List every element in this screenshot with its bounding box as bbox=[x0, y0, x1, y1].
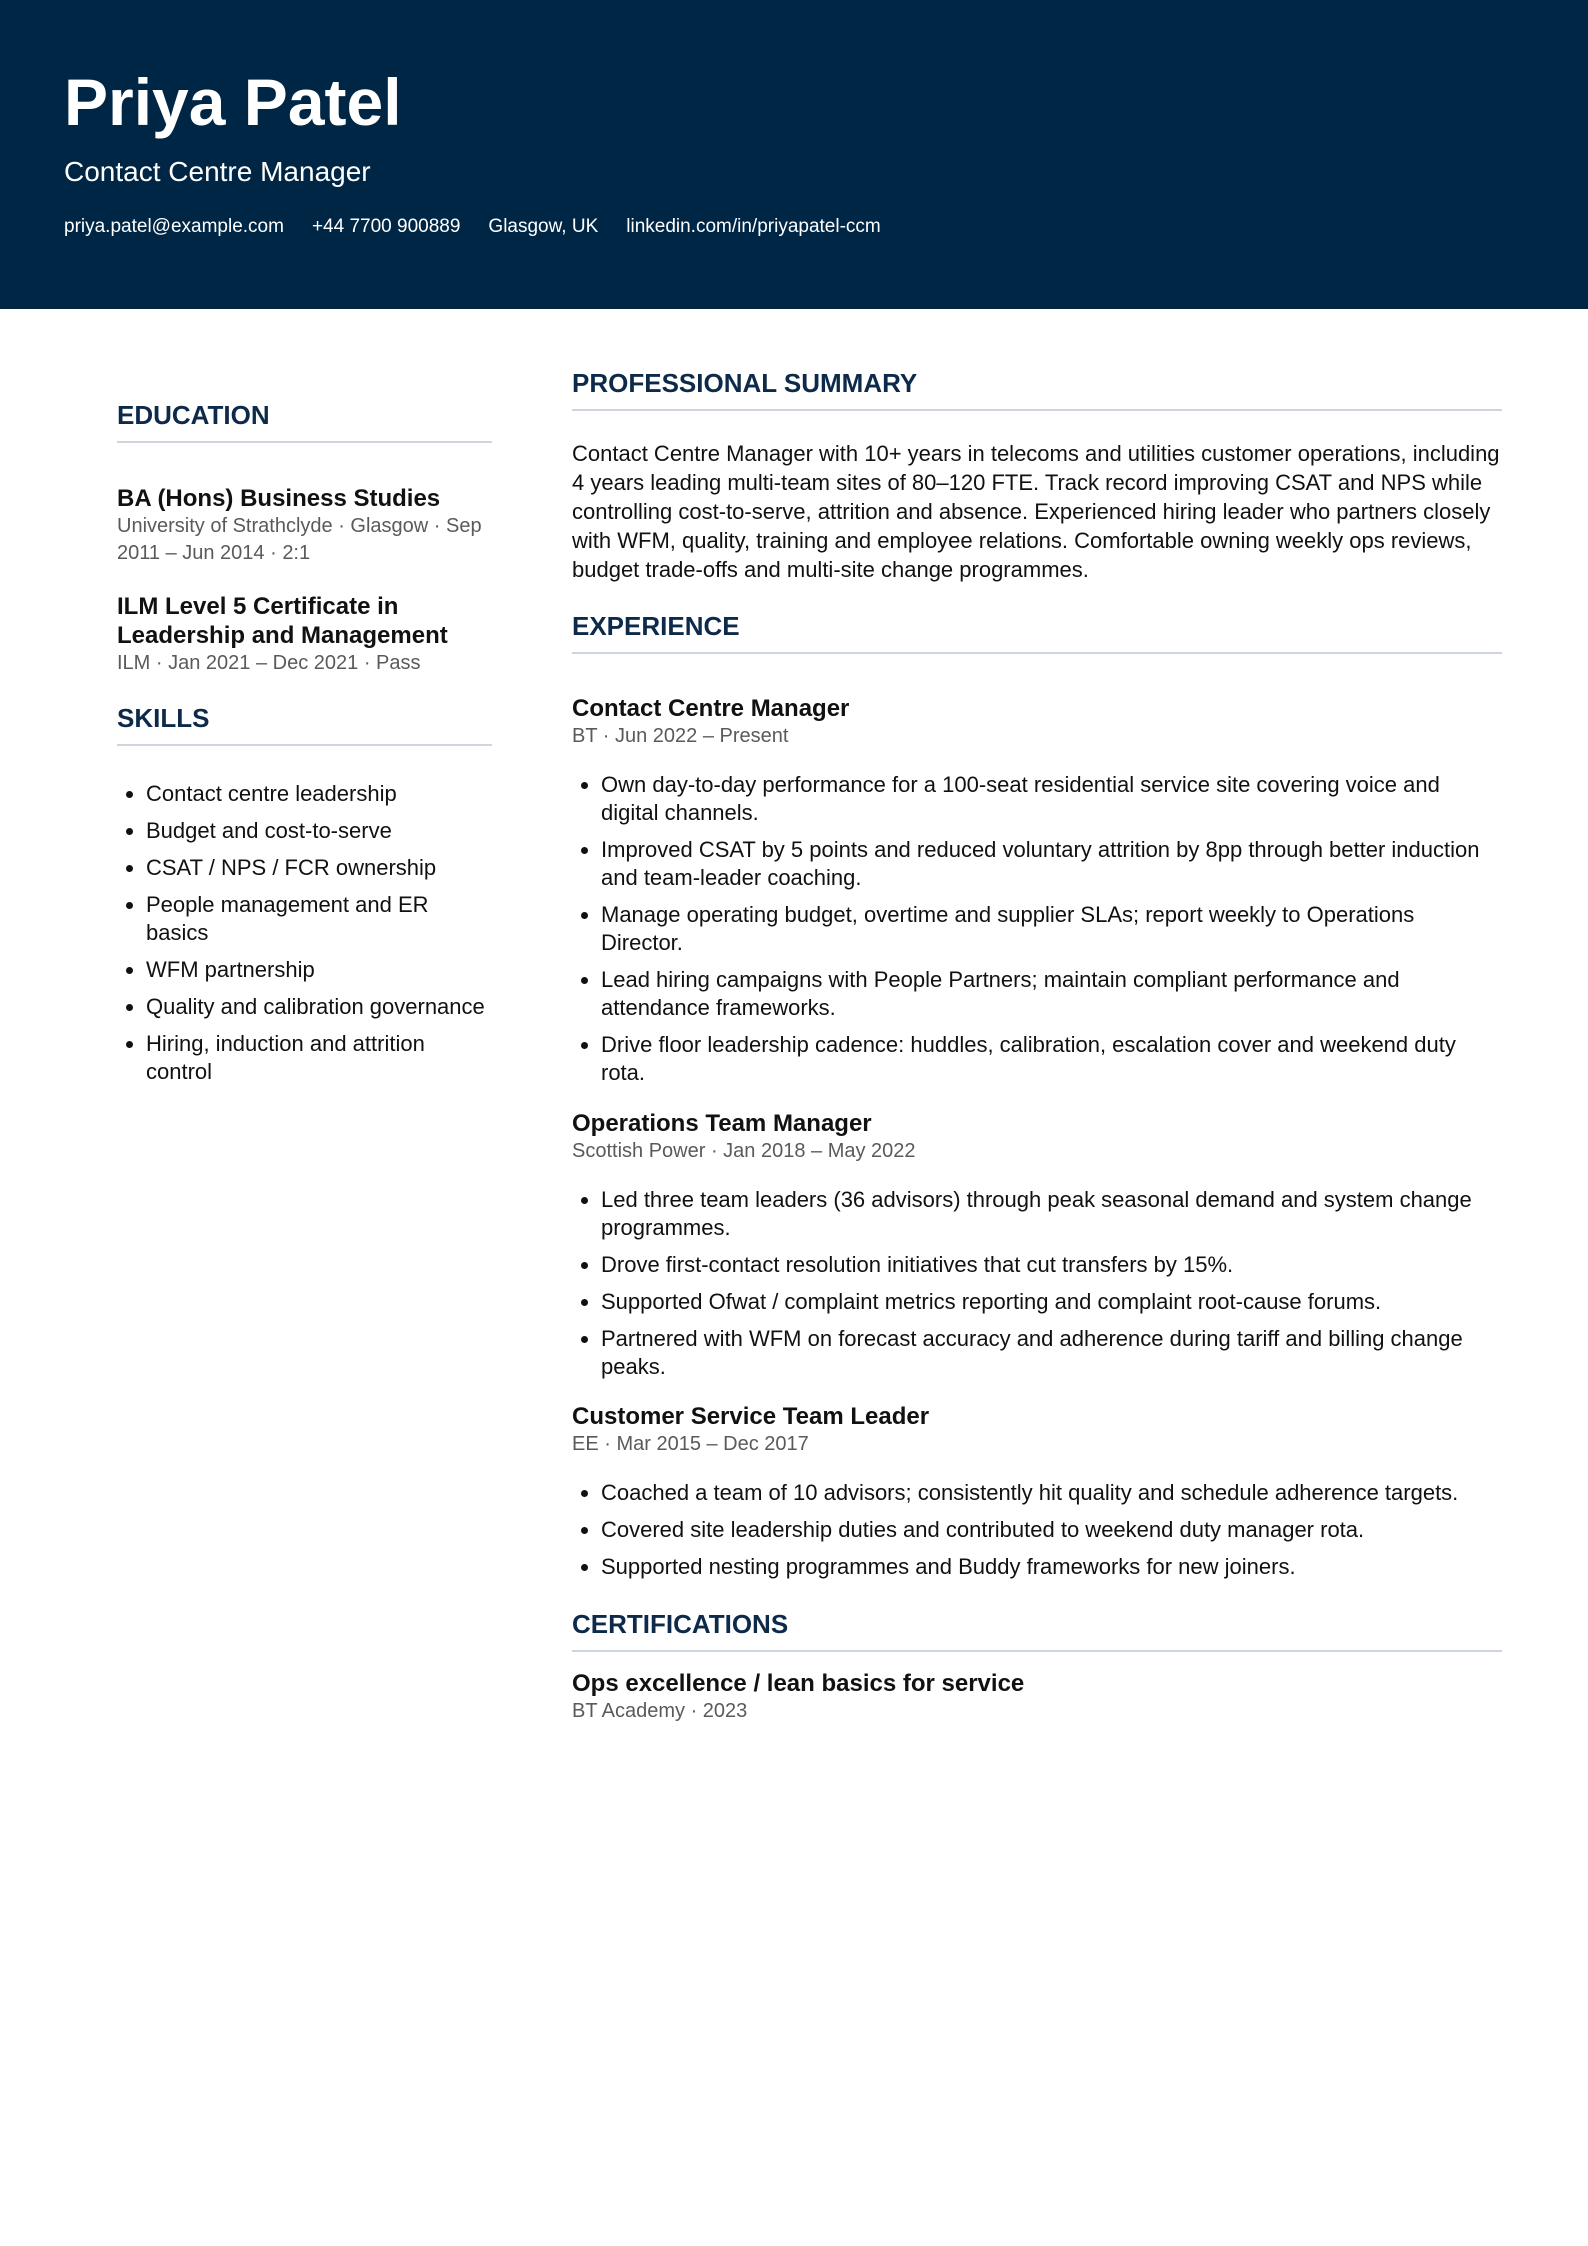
skill-item: • WFM partnership bbox=[146, 956, 492, 984]
job-bullet: • Lead hiring campaigns with People Partners; maintain compliant performance and attendance frameworks. bbox=[601, 966, 1502, 1022]
summary-heading: PROFESSIONAL SUMMARY bbox=[572, 368, 918, 398]
skills-divider bbox=[117, 744, 492, 746]
job-entry bbox=[572, 1109, 1502, 1390]
contact-line bbox=[64, 214, 881, 240]
candidate-title: Contact Centre Manager bbox=[64, 156, 371, 187]
job-bullet: • Drive floor leadership cadence: huddles, calibration, escalation cover and weekend duty rota. bbox=[601, 1031, 1502, 1087]
experience-divider bbox=[572, 652, 1502, 654]
job-bullet: • Led three team leaders (36 advisors) through peak seasonal demand and system change programmes. bbox=[601, 1186, 1502, 1242]
job-bullet: • Improved CSAT by 5 points and reduced voluntary attrition by 8pp through better induction and team-leader coaching. bbox=[601, 836, 1502, 892]
education-item bbox=[117, 484, 492, 567]
job-entry bbox=[572, 1402, 1502, 1590]
summary-divider bbox=[572, 409, 1502, 411]
job-bullet: • Manage operating budget, overtime and supplier SLAs; report weekly to Operations Director. bbox=[601, 901, 1502, 957]
job-bullet: • Supported Ofwat / complaint metrics reporting and complaint root-cause forums. bbox=[601, 1288, 1502, 1316]
job-title: Contact Centre Manager bbox=[572, 695, 850, 722]
education-meta: University of Strathclyde · Glasgow · Sep 2011 – Jun 2014 · 2:1 bbox=[117, 515, 482, 564]
education-divider bbox=[117, 441, 492, 443]
education-degree: ILM Level 5 Certificate in Leadership and Management bbox=[117, 593, 448, 649]
skill-item: • Contact centre leadership bbox=[146, 780, 492, 808]
skill-item: • Quality and calibration governance bbox=[146, 993, 492, 1021]
contact-phone[interactable]: +44 7700 900889 bbox=[311, 216, 461, 237]
job-bullets bbox=[572, 771, 1502, 1087]
certifications-divider bbox=[572, 1650, 1502, 1652]
job-bullet: • Supported nesting programmes and Buddy frameworks for new joiners. bbox=[601, 1553, 1502, 1581]
certification-item bbox=[572, 1669, 1502, 1725]
education-meta: ILM · Jan 2021 – Dec 2021 · Pass bbox=[117, 652, 421, 674]
contact-linkedin[interactable]: linkedin.com/in/priyapatel-ccm bbox=[626, 216, 881, 237]
contact-location: Glasgow, UK bbox=[488, 216, 599, 237]
job-bullet: • Own day-to-day performance for a 100-seat residential service site covering voice and digital channels. bbox=[601, 771, 1502, 827]
education-heading: EDUCATION bbox=[117, 400, 270, 430]
candidate-name: Priya Patel bbox=[64, 65, 402, 139]
resume-header bbox=[0, 0, 1588, 309]
skill-item: • CSAT / NPS / FCR ownership bbox=[146, 854, 492, 882]
certification-meta: BT Academy · 2023 bbox=[572, 1700, 748, 1722]
skills-list bbox=[117, 780, 492, 1095]
job-meta: EE · Mar 2015 – Dec 2017 bbox=[572, 1433, 809, 1455]
job-title: Customer Service Team Leader bbox=[572, 1403, 930, 1430]
education-degree: BA (Hons) Business Studies bbox=[117, 485, 441, 512]
job-bullet: • Covered site leadership duties and contributed to weekend duty manager rota. bbox=[601, 1516, 1502, 1544]
job-bullets bbox=[572, 1479, 1502, 1581]
job-bullets bbox=[572, 1186, 1502, 1381]
job-meta: Scottish Power · Jan 2018 – May 2022 bbox=[572, 1140, 916, 1162]
job-bullet: • Partnered with WFM on forecast accuracy and adherence during tariff and billing change peaks. bbox=[601, 1325, 1502, 1381]
job-title: Operations Team Manager bbox=[572, 1110, 872, 1137]
job-bullet: • Coached a team of 10 advisors; consistently hit quality and schedule adherence targets. bbox=[601, 1479, 1502, 1507]
skills-heading: SKILLS bbox=[117, 703, 210, 733]
certification-title: Ops excellence / lean basics for service bbox=[572, 1670, 1025, 1697]
contact-email[interactable]: priya.patel@example.com bbox=[64, 216, 284, 237]
education-item bbox=[117, 592, 492, 677]
certifications-heading: CERTIFICATIONS bbox=[572, 1609, 789, 1639]
skill-item: • Budget and cost-to-serve bbox=[146, 817, 492, 845]
skill-item: • People management and ER basics bbox=[146, 891, 492, 947]
job-meta: BT · Jun 2022 – Present bbox=[572, 725, 789, 747]
skill-item: • Hiring, induction and attrition control bbox=[146, 1030, 492, 1086]
job-bullet: • Drove first-contact resolution initiatives that cut transfers by 15%. bbox=[601, 1251, 1502, 1279]
summary-text: Contact Centre Manager with 10+ years in telecoms and utilities customer operations, including 4 years leading multi-team sites of 80–120 FTE. Track record improving CSAT and NPS while controlling cost-to-serve, attrition and absence. Experienced hiring leader who partners closely with WFM, quality, training and employee relations. Comfortable owning weekly ops reviews, budget trade-offs and multi-site change programmes. bbox=[572, 441, 1500, 582]
experience-heading: EXPERIENCE bbox=[572, 611, 740, 641]
job-entry bbox=[572, 694, 1502, 1096]
